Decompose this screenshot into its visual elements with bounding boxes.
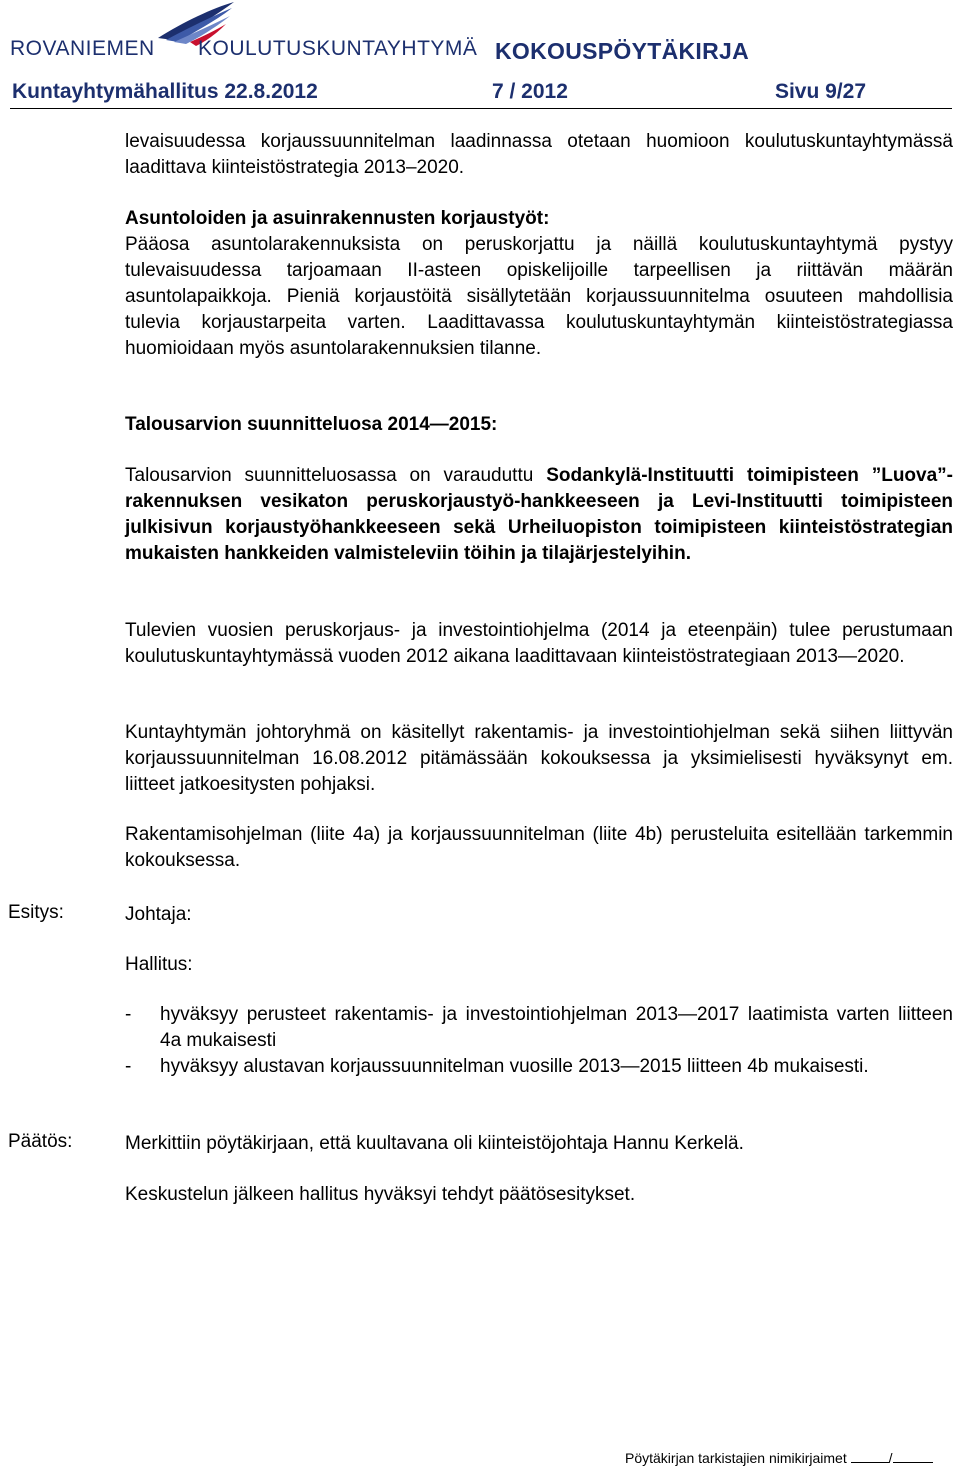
issue-number: 7 / 2012 [492,80,568,103]
decision-text-1: Merkittiin pöytäkirjaan, että kuultavana oli kiinteistöjohtaja Hannu Kerkelä. [125,1133,744,1154]
footer-separator: / [888,1450,893,1466]
decision-text-2: Keskustelun jälkeen hallitus hyväksyi tehdyt päätösesitykset. [125,1184,636,1205]
body-paragraph-4 [125,618,953,670]
paragraph-text-normal: Talousarvion suunnitteluosassa on varauduttu [125,465,547,486]
list-dash: - [125,1056,132,1077]
section-heading: Asuntoloiden ja asuinrakennusten korjaustyöt: [125,208,550,229]
list-item-text: hyväksyy perusteet rakentamis- ja investointiohjelman 2013—2017 laatimista varten liitteen 4a mukaisesti [160,1004,953,1051]
body-paragraph-5 [125,720,953,798]
paragraph-text: levaisuudessa korjaussuunnitelman laadinnassa otetaan huomioon koulutuskuntayhtymässä laadittava kiinteistöstrategia 2013–2020. [125,131,953,178]
initials-blank-1[interactable] [851,1450,889,1463]
logo-text-right: KOULUTUSKUNTAYHTYMÄ [198,37,478,60]
list-item [125,1002,953,1054]
paragraph-text: Kuntayhtymän johtoryhmä on käsitellyt rakentamis- ja investointiohjelman sekä siihen liittyvän korjaussuunnitelman 16.08.2012 pitämässään kokouksessa ja yksimielisesti hyväksynyt em. liitteet jatkoesitysten pohjaksi. [125,722,953,795]
page-number: Sivu 9/27 [774,80,866,103]
section-heading: Talousarvion suunnitteluosa 2014—2015: [125,414,498,435]
decision-label: Päätös: [8,1131,73,1152]
proposal-label: Esitys: [8,902,64,923]
document-type: KOKOUSPÖYTÄKIRJA [495,38,749,64]
body-paragraph-3 [125,463,953,567]
footer-text: Pöytäkirjan tarkistajien nimikirjaimet [625,1450,847,1466]
list-item-text: hyväksyy alustavan korjaussuunnitelman vuosille 2013—2015 liitteen 4b mukaisesti. [160,1056,869,1077]
list-item [125,1054,953,1080]
list-dash: - [125,1004,132,1025]
paragraph-text: Tulevien vuosien peruskorjaus- ja investointiohjelma (2014 ja eteenpäin) tulee perustumaan koulutuskuntayhtymässä vuoden 2012 aikana laadittavaan kiinteistöstrategiaan 2013—2020. [125,620,953,667]
initials-blank-2[interactable] [893,1450,933,1463]
organization-logo [8,0,478,70]
paragraph-text-bold: Sodankylä-Instituutti toimipisteen ”Luova”-rakennuksen vesikaton peruskorjaustyö-hankkeeseen ja Levi-Instituutti toimipisteen julkisivun korjaustyöhankkeeseen sekä Urheiluopiston toimipisteen kiinteistöstrategian mukaisten hankkeiden valmisteleviin töihin ja tilajärjestelyihin. [125,465,954,564]
body-paragraph-1 [125,129,953,181]
page-footer [625,1450,933,1466]
paragraph-text [125,463,953,567]
section-housing [125,206,953,362]
meeting-title: Kuntayhtymähallitus 22.8.2012 [12,80,318,103]
logo-text-left: ROVANIEMEN [10,37,155,60]
paragraph-text: Rakentamisohjelman (liite 4a) ja korjaussuunnitelman (liite 4b) perusteluita esitellään tarkemmin kokouksessa. [125,824,953,871]
proposal-board: Hallitus: [125,954,193,975]
section-budget-heading [125,412,953,438]
paragraph-text: Pääosa asuntolarakennuksista on peruskorjattu ja näillä koulutuskuntayhtymä pystyy tulevaisuudessa tarjoamaan II-asteen opiskelijoille tarpeellisen ja riittävän määrän asuntolapaikkoja. Pieniä korjaustöitä sisällytetään korjaussuunnitelma osuuteen mahdollisia tulevia korjaustarpeita varten. Laadittavassa koulutuskuntayhtymän kiinteistöstrategiassa huomioidaan myös asuntolarakennuksien tilanne. [125,234,953,359]
body-paragraph-6 [125,822,953,874]
page-header [10,78,952,109]
proposal-director: Johtaja: [125,904,192,925]
